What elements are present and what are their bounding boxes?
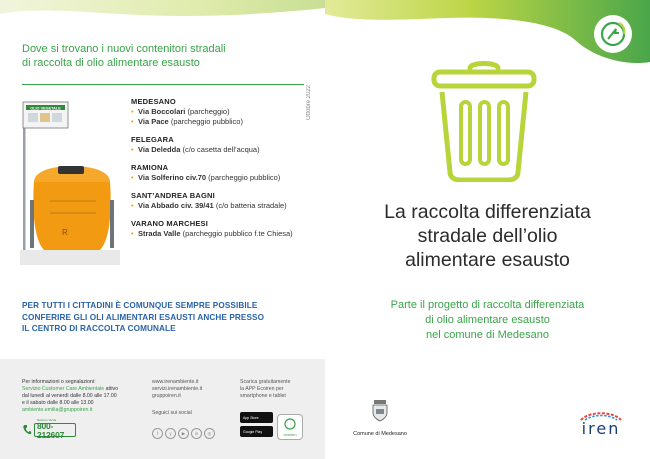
phone-icon — [22, 423, 32, 437]
bin-sign-text: OLIO VEGETALE — [30, 106, 61, 111]
title-line-3: alimentare esausto — [405, 249, 570, 271]
customer-care-line — [22, 386, 142, 393]
intro-heading — [22, 42, 302, 70]
iren-wordmark: iren — [581, 419, 621, 438]
link-gruppoiren[interactable]: gruppoiren.it — [152, 393, 181, 399]
app-text-2: la APP Ecoiren per — [240, 386, 284, 392]
recycle-logo-icon — [593, 14, 633, 54]
ecoiren-leaf-icon — [278, 415, 302, 431]
street-note: (parcheggio pubblico) — [168, 117, 243, 126]
trash-bin-icon — [428, 60, 540, 182]
title-line-1: La raccolta differenziata — [384, 201, 591, 223]
title-line-2: stradale dell’olio — [417, 225, 558, 247]
collection-center-notice — [22, 300, 312, 335]
date-label: Ottobre 2022 — [306, 84, 312, 120]
iren-logo — [573, 408, 629, 438]
location-name: RAMIONA — [131, 163, 169, 172]
subtitle-line-3: nel comune di Medesano — [426, 329, 549, 341]
notice-line-3: IL CENTRO DI RACCOLTA COMUNALE — [22, 324, 176, 333]
location-name: SANT’ANDREA BAGNI — [131, 191, 215, 200]
google-play-label: Google Play — [243, 429, 263, 434]
location-medesano — [131, 97, 311, 127]
intro-line-1: Dove si trovano i nuovi contenitori stradali — [22, 43, 226, 55]
youtube-icon[interactable]: ▶ — [178, 428, 189, 439]
location-varano-marchesi — [131, 219, 311, 239]
location-address — [131, 117, 311, 127]
customer-care-active: attivo — [104, 386, 119, 392]
phone-label: Numero Verde — [36, 418, 57, 422]
street-note: (c/o batteria stradale) — [213, 201, 287, 210]
customer-care-name: Servizio Customer Care Ambientale — [22, 386, 105, 392]
subtitle-line-1: Parte il progetto di raccolta differenziata — [390, 299, 585, 311]
street-note: (parcheggio pubblico) — [206, 173, 281, 182]
right-page — [325, 0, 650, 459]
app-store-label: App Store — [243, 415, 259, 420]
street: Via Solferino civ.70 — [138, 173, 207, 182]
street: Via Deledda — [138, 145, 181, 154]
hours-saturday: e il sabato dalle 8.00 alle 13.00 — [22, 400, 94, 406]
toll-free-number[interactable] — [22, 418, 76, 440]
location-address — [131, 173, 311, 183]
info-label: Per informazioni o segnalazioni: — [22, 379, 96, 385]
app-info — [240, 379, 320, 400]
comune-logo — [345, 400, 415, 437]
street-note: (parcheggio pubblico f.te Chiesa) — [180, 229, 293, 238]
location-name: VARANO MARCHESI — [131, 219, 209, 228]
location-address — [131, 107, 311, 117]
contact-info — [22, 379, 142, 414]
app-store-badge[interactable] — [240, 412, 273, 423]
street: Via Abbado civ. 39/41 — [138, 201, 214, 210]
email-link[interactable]: ambiente.emilia@gruppoiren.it — [22, 407, 93, 413]
hours-weekday: dal lunedì al venerdì dalle 8.00 alle 17.00 — [22, 393, 117, 399]
location-address — [131, 201, 311, 211]
intro-line-2: di raccolta di olio alimentare esausto — [22, 57, 200, 69]
google-play-badge[interactable] — [240, 426, 273, 437]
street: Strada Valle — [138, 229, 181, 238]
app-text-3: smartphone e tablet — [240, 393, 286, 399]
linkedin-icon[interactable]: in — [191, 428, 202, 439]
location-address — [131, 145, 311, 155]
page-title — [335, 200, 640, 272]
svg-text:R: R — [62, 228, 68, 237]
link-servizi[interactable]: servizi.irenambiente.it — [152, 386, 203, 392]
ecoiren-label: ecoiren — [283, 432, 297, 437]
street: Via Pace — [138, 117, 169, 126]
facebook-icon[interactable]: f — [152, 428, 163, 439]
web-links — [152, 379, 232, 417]
ecoiren-app-icon[interactable] — [277, 414, 303, 440]
location-felegara — [131, 135, 311, 155]
street-note: (c/o casetta dell’acqua) — [180, 145, 260, 154]
street-note: (parcheggio) — [185, 107, 230, 116]
twitter-icon[interactable]: y — [165, 428, 176, 439]
location-ramiona — [131, 163, 311, 183]
phone-number-box — [34, 418, 76, 440]
street: Via Boccolari — [138, 107, 186, 116]
location-name: FELEGARA — [131, 135, 174, 144]
social-label: Seguici sui social — [152, 410, 192, 416]
social-icons — [152, 428, 215, 439]
oil-bin-photo — [20, 100, 120, 265]
subtitle-line-2: di olio alimentare esausto — [425, 314, 550, 326]
locations-list — [131, 97, 311, 247]
location-sant-andrea-bagni — [131, 191, 311, 211]
municipal-crest-icon — [370, 400, 390, 422]
location-address — [131, 229, 311, 239]
notice-line-2: CONFERIRE GLI OLI ALIMENTARI ESAUSTI ANCHE PRESSO — [22, 312, 265, 322]
comune-name: Comune di Medesano — [353, 431, 407, 437]
notice-line-1: PER TUTTI I CITTADINI È COMUNQUE SEMPRE POSSIBILE — [22, 301, 258, 310]
phone-number: 800-212607 — [36, 421, 65, 440]
project-subtitle — [335, 298, 640, 343]
divider — [22, 84, 304, 85]
link-irenambiente[interactable]: www.irenambiente.it — [152, 379, 199, 385]
app-text-1: Scarica gratuitamente — [240, 379, 291, 385]
contact-footer — [0, 359, 325, 459]
location-name: MEDESANO — [131, 97, 176, 106]
instagram-icon[interactable]: ◎ — [204, 428, 215, 439]
